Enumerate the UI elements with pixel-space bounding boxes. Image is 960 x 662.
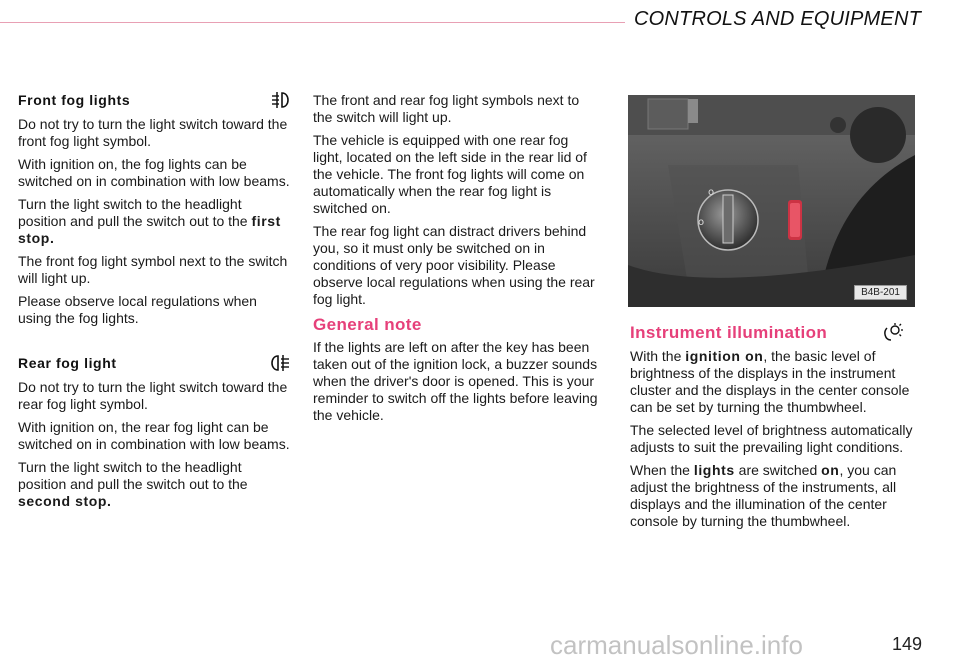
on-emphasis: on bbox=[821, 462, 840, 478]
column-middle bbox=[313, 92, 601, 430]
section-title: CONTROLS AND EQUIPMENT bbox=[634, 8, 922, 30]
illumination-p2: The selected level of brightness automatically adjusts to suit the prevailing light conditions. bbox=[630, 422, 913, 455]
middle-p1: The front and rear fog light symbols next to the switch will light up. bbox=[313, 92, 580, 125]
rear-fog-heading bbox=[18, 353, 292, 373]
illumination-p1-c: , the basic level of brightness of the displays in the instrument cluster and the displays in the center console can be set by turning the thumbwheel. bbox=[630, 348, 910, 415]
column-left bbox=[18, 90, 292, 516]
rear-fog-p3-text: Turn the light switch to the headlight position and pull the switch out to the bbox=[18, 459, 248, 492]
page-number: 149 bbox=[892, 634, 923, 654]
front-fog-heading bbox=[18, 90, 292, 110]
light-switch-photo bbox=[628, 95, 915, 307]
header-rule bbox=[0, 22, 625, 23]
illumination-p1-a: With the bbox=[630, 348, 686, 364]
front-fog-light-icon bbox=[268, 90, 292, 110]
front-fog-p3 bbox=[18, 196, 292, 247]
front-fog-p2: With ignition on, the fog lights can be switched on in combination with low beams. bbox=[18, 156, 290, 189]
general-note-heading-text: General note bbox=[313, 315, 422, 334]
svg-text:o: o bbox=[698, 217, 705, 228]
rear-fog-light-icon bbox=[268, 353, 292, 373]
rear-fog-heading-text: Rear fog light bbox=[18, 354, 117, 371]
figure-label: B4B-201 bbox=[854, 285, 907, 300]
rear-fog-p3 bbox=[18, 459, 292, 510]
front-fog-p4: The front fog light symbol next to the switch will light up. bbox=[18, 253, 288, 286]
illumination-p3 bbox=[630, 462, 915, 530]
column-right bbox=[630, 322, 915, 536]
instrument-illumination-icon bbox=[881, 322, 905, 342]
rear-fog-p1: Do not try to turn the light switch toward the rear fog light symbol. bbox=[18, 379, 288, 412]
illumination-p3-c: are switched bbox=[734, 462, 822, 478]
front-fog-p5: Please observe local regulations when using the fog lights. bbox=[18, 293, 257, 326]
front-fog-p3-text: Turn the light switch to the headlight position and pull the switch out to the bbox=[18, 196, 252, 229]
lights-emphasis: lights bbox=[693, 462, 735, 478]
front-fog-heading-text: Front fog lights bbox=[18, 91, 131, 108]
middle-p4: If the lights are left on after the key has been taken out of the ignition lock, a buzzer sounds when the driver's door is opened. This is your reminder to switch off the lights before leaving the vehicle. bbox=[313, 339, 598, 423]
instrument-illumination-heading bbox=[630, 322, 915, 342]
middle-p3: The rear fog light can distract drivers behind you, so it must only be switched on in conditions of very poor visibility. Please observe local regulations when using the rear fog light. bbox=[313, 223, 595, 307]
illumination-p3-e: , you can adjust the brightness of the instruments, all displays and the illumination of the center console by turning the thumbwheel. bbox=[630, 462, 897, 529]
instrument-illumination-heading-text: Instrument illumination bbox=[630, 322, 828, 342]
first-stop-emphasis: first stop. bbox=[18, 213, 281, 246]
watermark: carmanualsonline.info bbox=[550, 630, 803, 660]
general-note-heading bbox=[313, 316, 601, 333]
front-fog-p1: Do not try to turn the light switch toward the front fog light symbol. bbox=[18, 116, 288, 149]
second-stop-emphasis: second stop. bbox=[18, 493, 112, 509]
middle-p2: The vehicle is equipped with one rear fog light, located on the left side in the rear lid of the vehicle. The front fog lights will come on automatically when the rear fog light is switched on. bbox=[313, 132, 587, 216]
rear-fog-p2: With ignition on, the rear fog light can be switched on in combination with low beams. bbox=[18, 419, 290, 452]
illumination-p1 bbox=[630, 348, 915, 416]
dashboard-illustration bbox=[628, 95, 915, 307]
illumination-p3-a: When the bbox=[630, 462, 694, 478]
svg-text:o: o bbox=[708, 187, 715, 198]
ignition-on-emphasis: ignition on bbox=[685, 348, 764, 364]
